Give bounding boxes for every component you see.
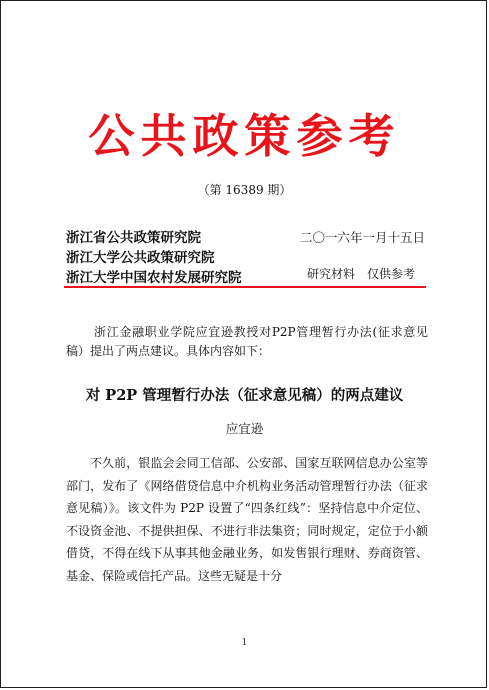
- institution-name: 浙江省公共政策研究院: [66, 230, 201, 246]
- body-paragraph: 不久前，银监会会同工信部、公安部、国家互联网信息办公室等部门，发布了《网络借贷信息中介机构业务活动管理暂行办法（征求意见稿）》。该文件为 P2P 设置了“四条红线”：坚持信息中介定位、不设资金池、不提供担保、不进行非法集资；同时规定，定位于小额借贷，不得在线下从事其他金融业务，如发售银行理财、券商资管、基金、保险或信托产品。这些无疑是十分: [66, 456, 428, 583]
- article-title: 对 P2P 管理暂行办法（征求意见稿）的两点建议: [85, 387, 404, 404]
- intro-paragraph: 浙江金融职业学院应宜逊教授对P2P管理暂行办法(征求意见稿）提出了两点建议。具体内容如下：: [66, 325, 428, 358]
- distribution-note: 研究材料 仅供参考: [307, 267, 416, 281]
- institution-name: 浙江大学中国农村发展研究院: [66, 270, 242, 286]
- masthead-title: 公共政策参考: [88, 109, 401, 163]
- issue-number: （第 16389 期）: [197, 183, 292, 197]
- article-author: 应宜逊: [225, 421, 264, 436]
- institution-list: [66, 228, 242, 288]
- issue-date: 二〇一六年一月十五日: [300, 230, 426, 245]
- institution-name: 浙江大学公共政策研究院: [66, 250, 215, 266]
- page-number: 1: [241, 638, 248, 648]
- header-divider: [64, 286, 426, 288]
